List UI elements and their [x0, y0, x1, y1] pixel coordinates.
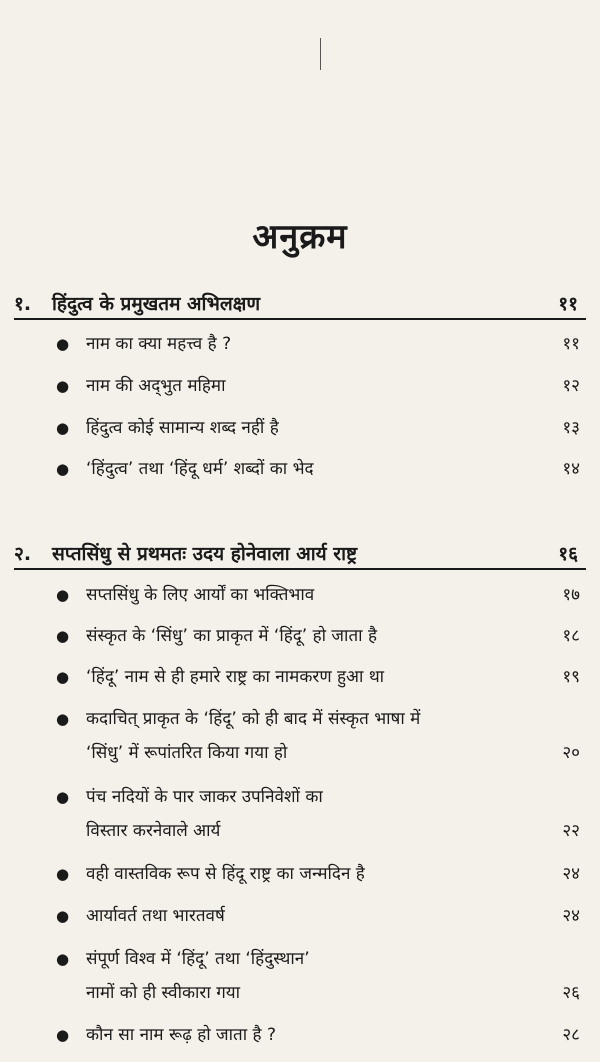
- item-page: २०: [562, 743, 580, 763]
- item-text-continued: ‘सिंधु’ में रूपांतरित किया गया हो: [86, 743, 288, 763]
- item-text: हिंदुत्व कोई सामान्य शब्द नहीं है: [86, 418, 279, 438]
- chapter-2-heading: [14, 540, 586, 570]
- bullet-icon: ●: [56, 335, 70, 353]
- item-text: संस्कृत के ‘सिंधु’ का प्राकृत में ‘हिंदू’ हो जाता है: [86, 626, 377, 646]
- chapter-page: १६: [558, 543, 578, 565]
- chapter-1-heading: [14, 290, 586, 320]
- page-title: अनुक्रम: [252, 217, 348, 257]
- bullet-icon: ●: [56, 710, 70, 728]
- item-page: १४: [562, 459, 580, 479]
- item-text: सप्तसिंधु के लिए आर्यों का भक्तिभाव: [86, 585, 315, 605]
- item-page: ११: [562, 334, 580, 354]
- item-text-continued: नामों को ही स्वीकारा गया: [86, 983, 241, 1003]
- item-page: २४: [562, 906, 580, 926]
- item-text: वही वास्तविक रूप से हिंदू राष्ट्र का जन्मदिन है: [86, 864, 365, 884]
- bullet-icon: ●: [56, 788, 70, 806]
- item-text-continued: विस्तार करनेवाले आर्य: [86, 821, 221, 841]
- bullet-icon: ●: [56, 668, 70, 686]
- bullet-icon: ●: [56, 460, 70, 478]
- item-text: कदाचित् प्राकृत के ‘हिंदू’ को ही बाद में संस्कृत भाषा में: [86, 709, 421, 729]
- chapter-number: २.: [14, 543, 32, 565]
- item-text: नाम की अद्‍भुत महिमा: [86, 376, 226, 396]
- bullet-icon: ●: [56, 586, 70, 604]
- chapter-page: ११: [558, 293, 578, 315]
- item-text: ‘हिंदू’ नाम से ही हमारे राष्ट्र का नामकरण हुआ था: [86, 667, 385, 687]
- chapter-title: हिंदुत्व के प्रमुखतम अभिलक्षण: [52, 293, 261, 315]
- item-page: १२: [562, 376, 580, 396]
- chapter-1-underline: [14, 318, 586, 320]
- item-page: २४: [562, 864, 580, 884]
- bullet-icon: ●: [56, 1026, 70, 1044]
- pencil-mark: [320, 38, 321, 70]
- bullet-icon: ●: [56, 950, 70, 968]
- item-text: संपूर्ण विश्व में ‘हिंदू’ तथा ‘हिंदुस्थान’: [86, 949, 310, 969]
- item-page: १७: [562, 585, 580, 605]
- item-page: १९: [562, 667, 580, 687]
- chapter-number: १.: [14, 293, 32, 315]
- item-text: आर्यावर्त तथा भारतवर्ष: [86, 906, 225, 926]
- bullet-icon: ●: [56, 377, 70, 395]
- item-text: ‘हिंदुत्व’ तथा ‘हिंदू धर्म’ शब्दों का भेद: [86, 459, 314, 479]
- item-text: पंच नदियों के पार जाकर उपनिवेशों का: [86, 787, 323, 807]
- bullet-icon: ●: [56, 865, 70, 883]
- item-page: १८: [562, 626, 580, 646]
- bullet-icon: ●: [56, 627, 70, 645]
- item-text: नाम का क्या महत्त्व है ?: [86, 334, 232, 354]
- item-page: २८: [562, 1025, 580, 1045]
- item-page: २६: [562, 983, 580, 1003]
- item-page: १३: [562, 418, 580, 438]
- bullet-icon: ●: [56, 907, 70, 925]
- item-page: २२: [562, 821, 580, 841]
- chapter-2-underline: [14, 568, 586, 570]
- chapter-title: सप्तसिंधु से प्रथमतः उदय होनेवाला आर्य राष्ट्र: [52, 543, 358, 565]
- bullet-icon: ●: [56, 419, 70, 437]
- item-text: कौन सा नाम रूढ़ हो जाता है ?: [86, 1025, 276, 1045]
